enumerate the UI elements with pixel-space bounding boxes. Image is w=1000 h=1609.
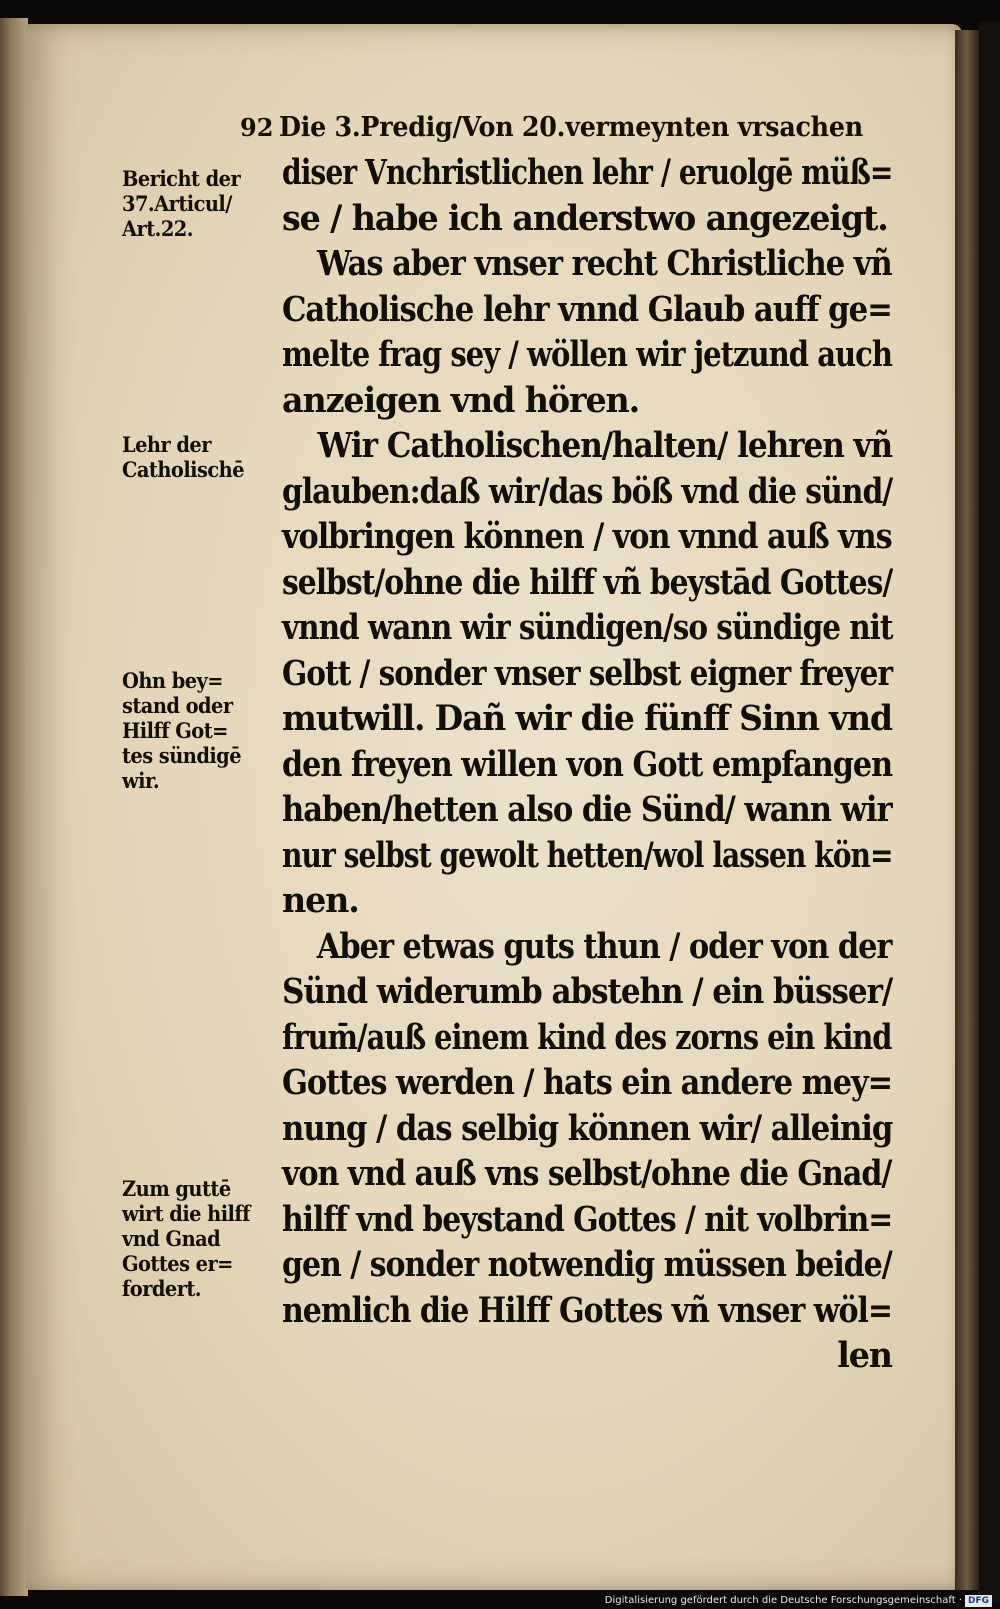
text-line: frum̄/auß einem kind des zorns ein kind	[282, 1016, 892, 1058]
page-stack-edge	[955, 30, 979, 1590]
main-text-block	[282, 150, 922, 1379]
text-line: Gottes werden / hats ein andere mey=	[282, 1062, 893, 1103]
text-line: diser Vnchristlichen lehr / eruolgē müß=	[282, 152, 893, 193]
text-line: glauben:daß wir/das böß vnd die sünd/	[282, 470, 893, 512]
text-line: se / habe ich anderstwo angezeigt.	[282, 197, 888, 239]
text-line: Aber etwas guts thun / oder von der	[316, 925, 892, 967]
margin-note-zum-gutten	[122, 1176, 282, 1301]
margin-note-line: 37.Articul/	[122, 191, 232, 216]
margin-note-line: vnd Gnad	[122, 1226, 221, 1251]
margin-note-line: Bericht der	[122, 166, 241, 191]
digitization-credit	[605, 1594, 992, 1607]
text-line: den freyen willen von Gott empfangen	[282, 743, 893, 785]
text-line: mutwill. Dañ wir die fünff Sinn vnd	[282, 698, 892, 739]
margin-note-line: Gottes er=	[122, 1251, 233, 1276]
margin-note-bericht	[122, 166, 282, 241]
running-title: Die 3.Predig/Von 20.vermeynten vrsachen	[278, 112, 863, 143]
margin-note-lehr	[122, 432, 282, 482]
text-line: hilff vnd beystand Gottes / nit volbrin=	[282, 1198, 893, 1240]
credit-text: Digitalisierung gefördert durch die Deutsche Forschungsgemeinschaft ·	[604, 1595, 962, 1606]
margin-note-line: tes sündigē	[122, 743, 242, 768]
text-line: Sünd widerumb abstehn / ein büsser/	[282, 971, 893, 1012]
text-line: Catholische lehr vnnd Glaub auff ge=	[282, 288, 892, 330]
margin-note-line: stand oder	[122, 693, 233, 718]
text-line: Gott / sonder vnser selbst eigner freyer	[282, 652, 893, 694]
text-line: volbringen können / von vnnd auß vns	[282, 516, 892, 557]
margin-note-line: Hilff Got=	[122, 718, 228, 743]
text-line: nemlich die Hilff Gottes vñ vnser wöl=	[282, 1289, 893, 1331]
text-line: selbst/ohne die hilff vñ beystād Gottes/	[282, 561, 893, 603]
margin-note-line: Art.22.	[122, 216, 193, 241]
running-header	[240, 112, 900, 148]
margin-note-line: fordert.	[122, 1276, 202, 1301]
text-line: haben/hetten also die Sünd/ wann wir	[282, 789, 892, 830]
margin-note-line: Lehr der	[122, 432, 211, 457]
margin-note-line: wir.	[122, 768, 160, 793]
text-line: nur selbst gewolt hetten/wol lassen kön=	[282, 834, 893, 876]
dfg-logo-icon: DFG	[965, 1595, 992, 1607]
text-line: von vnd auß vns selbst/ohne die Gnad/	[282, 1153, 892, 1194]
text-line: nung / das selbig können wir/ alleinig	[282, 1107, 893, 1149]
book-cover-edge	[979, 22, 1000, 1602]
text-line: nen.	[282, 880, 359, 921]
margin-note-line: Ohn bey=	[122, 668, 223, 693]
text-line: len	[837, 1335, 892, 1376]
margin-note-line: Zum guttē	[122, 1176, 231, 1201]
left-page-edge	[0, 18, 28, 1596]
text-line: Was aber vnser recht Christliche vñ	[316, 243, 892, 284]
text-line: Wir Catholischen/halten/ lehren vñ	[317, 425, 893, 466]
text-line: vnnd wann wir sündigen/so sündige nit	[282, 607, 893, 648]
text-line: melte frag sey / wöllen wir jetzund auch	[282, 334, 892, 375]
text-line: gen / sonder notwendig müssen beide/	[282, 1244, 892, 1285]
text-line: anzeigen vnd hören.	[282, 379, 640, 421]
margin-note-line: Catholischē	[122, 457, 244, 482]
margin-note-ohn-beystand	[122, 668, 282, 793]
margin-note-line: wirt die hilff	[122, 1201, 250, 1226]
page-number: 92	[240, 113, 274, 142]
